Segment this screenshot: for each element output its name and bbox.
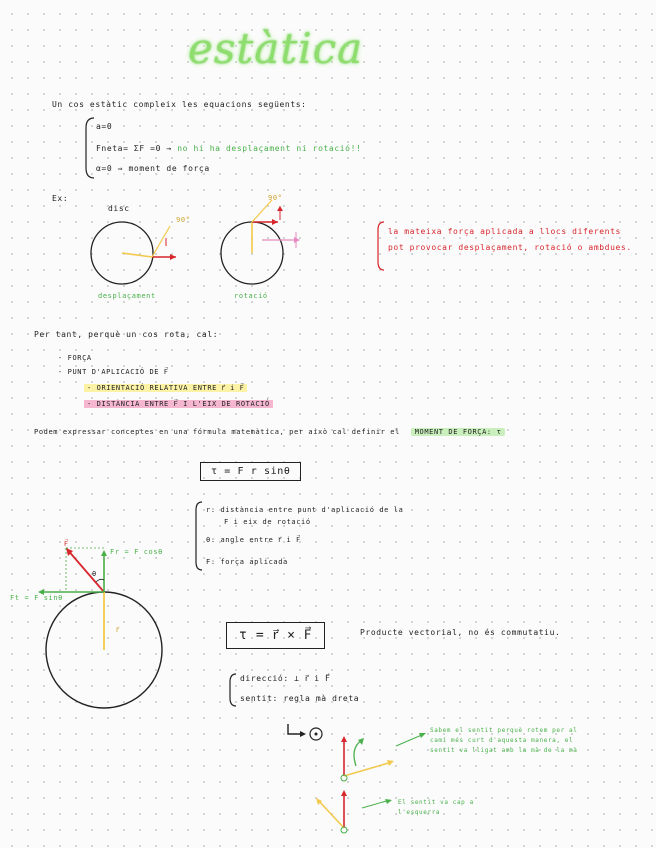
angle-label-left: 90°: [176, 216, 191, 224]
vector-sense: sentit: regla mà dreta: [240, 694, 360, 703]
disc-label: disc: [108, 204, 130, 213]
label-f: F⃗: [64, 540, 69, 548]
def-force: F: força aplicada: [206, 558, 288, 566]
caption-rotation: rotació: [234, 292, 268, 300]
def-distance: r: distància entre punt d'aplicació de la: [206, 506, 404, 514]
arrow-right-icon: →: [166, 144, 172, 153]
vector-note: Producte vectorial, no és commutatiu.: [360, 628, 561, 637]
condition-net-force-note: no hi ha desplaçament ni rotació!!: [177, 144, 362, 153]
condition-net-force-text: Fneta= ΣF =0: [96, 144, 161, 153]
caption-displacement: desplaçament: [98, 292, 156, 300]
def-distance-cont: F i eix de rotació: [224, 518, 311, 526]
intro-text: Un cos estàtic compleix les equacions següents:: [52, 100, 307, 109]
requirement-point: - PUNT D'APLICACIÓ DE F⃗: [58, 368, 169, 376]
rotation-text: Per tant, perquè un cos rota, cal:: [34, 330, 219, 339]
requirement-orientation: - ORIENTACIÓ RELATIVA ENTRE r⃗ i F⃗: [84, 384, 247, 392]
page-title: estàtica: [188, 24, 364, 73]
bottom-note-2: El sentit va cap a l'esquerra: [398, 799, 474, 816]
moment-text-main: Podem expressar conceptes en una fórmula matemàtica, per això cal definir el: [34, 428, 400, 436]
def-angle: θ: angle entre r⃗ i F⃗: [206, 536, 301, 544]
formula-scalar-box: τ = F r sinθ: [200, 462, 301, 481]
requirement-force: - FORÇA: [58, 354, 92, 362]
label-fr: Fr = F cosθ: [110, 548, 163, 556]
formula-vector-box: τ = r⃗ × F⃗: [226, 622, 325, 649]
condition-angular: α=0 ⇒ moment de força: [96, 164, 210, 173]
angle-label-right: 90°: [268, 194, 283, 202]
requirement-distance: - DISTÀNCIA ENTRE F⃗ I L'EIX DE ROTACIÓ: [84, 400, 273, 408]
condition-acceleration: a=0: [96, 122, 113, 131]
moment-highlight: MOMENT DE FORÇA: τ: [411, 428, 506, 436]
label-ft: Ft = F sinθ: [10, 594, 63, 602]
bottom-note-1: Sabem el sentit perquè rotem per al camí més curt d'aquesta manera, el sentit va lligat amb la mà de la mà: [430, 727, 578, 754]
label-theta: θ: [92, 570, 97, 578]
example-label: Ex:: [52, 194, 69, 203]
example-note: la mateixa força aplicada a llocs diferents pot provocar desplaçament, rotació o ambdues.: [388, 227, 632, 252]
vector-direction: direcció: ⊥ r⃗ i F⃗: [240, 674, 331, 683]
label-r: r⃗: [116, 626, 120, 634]
